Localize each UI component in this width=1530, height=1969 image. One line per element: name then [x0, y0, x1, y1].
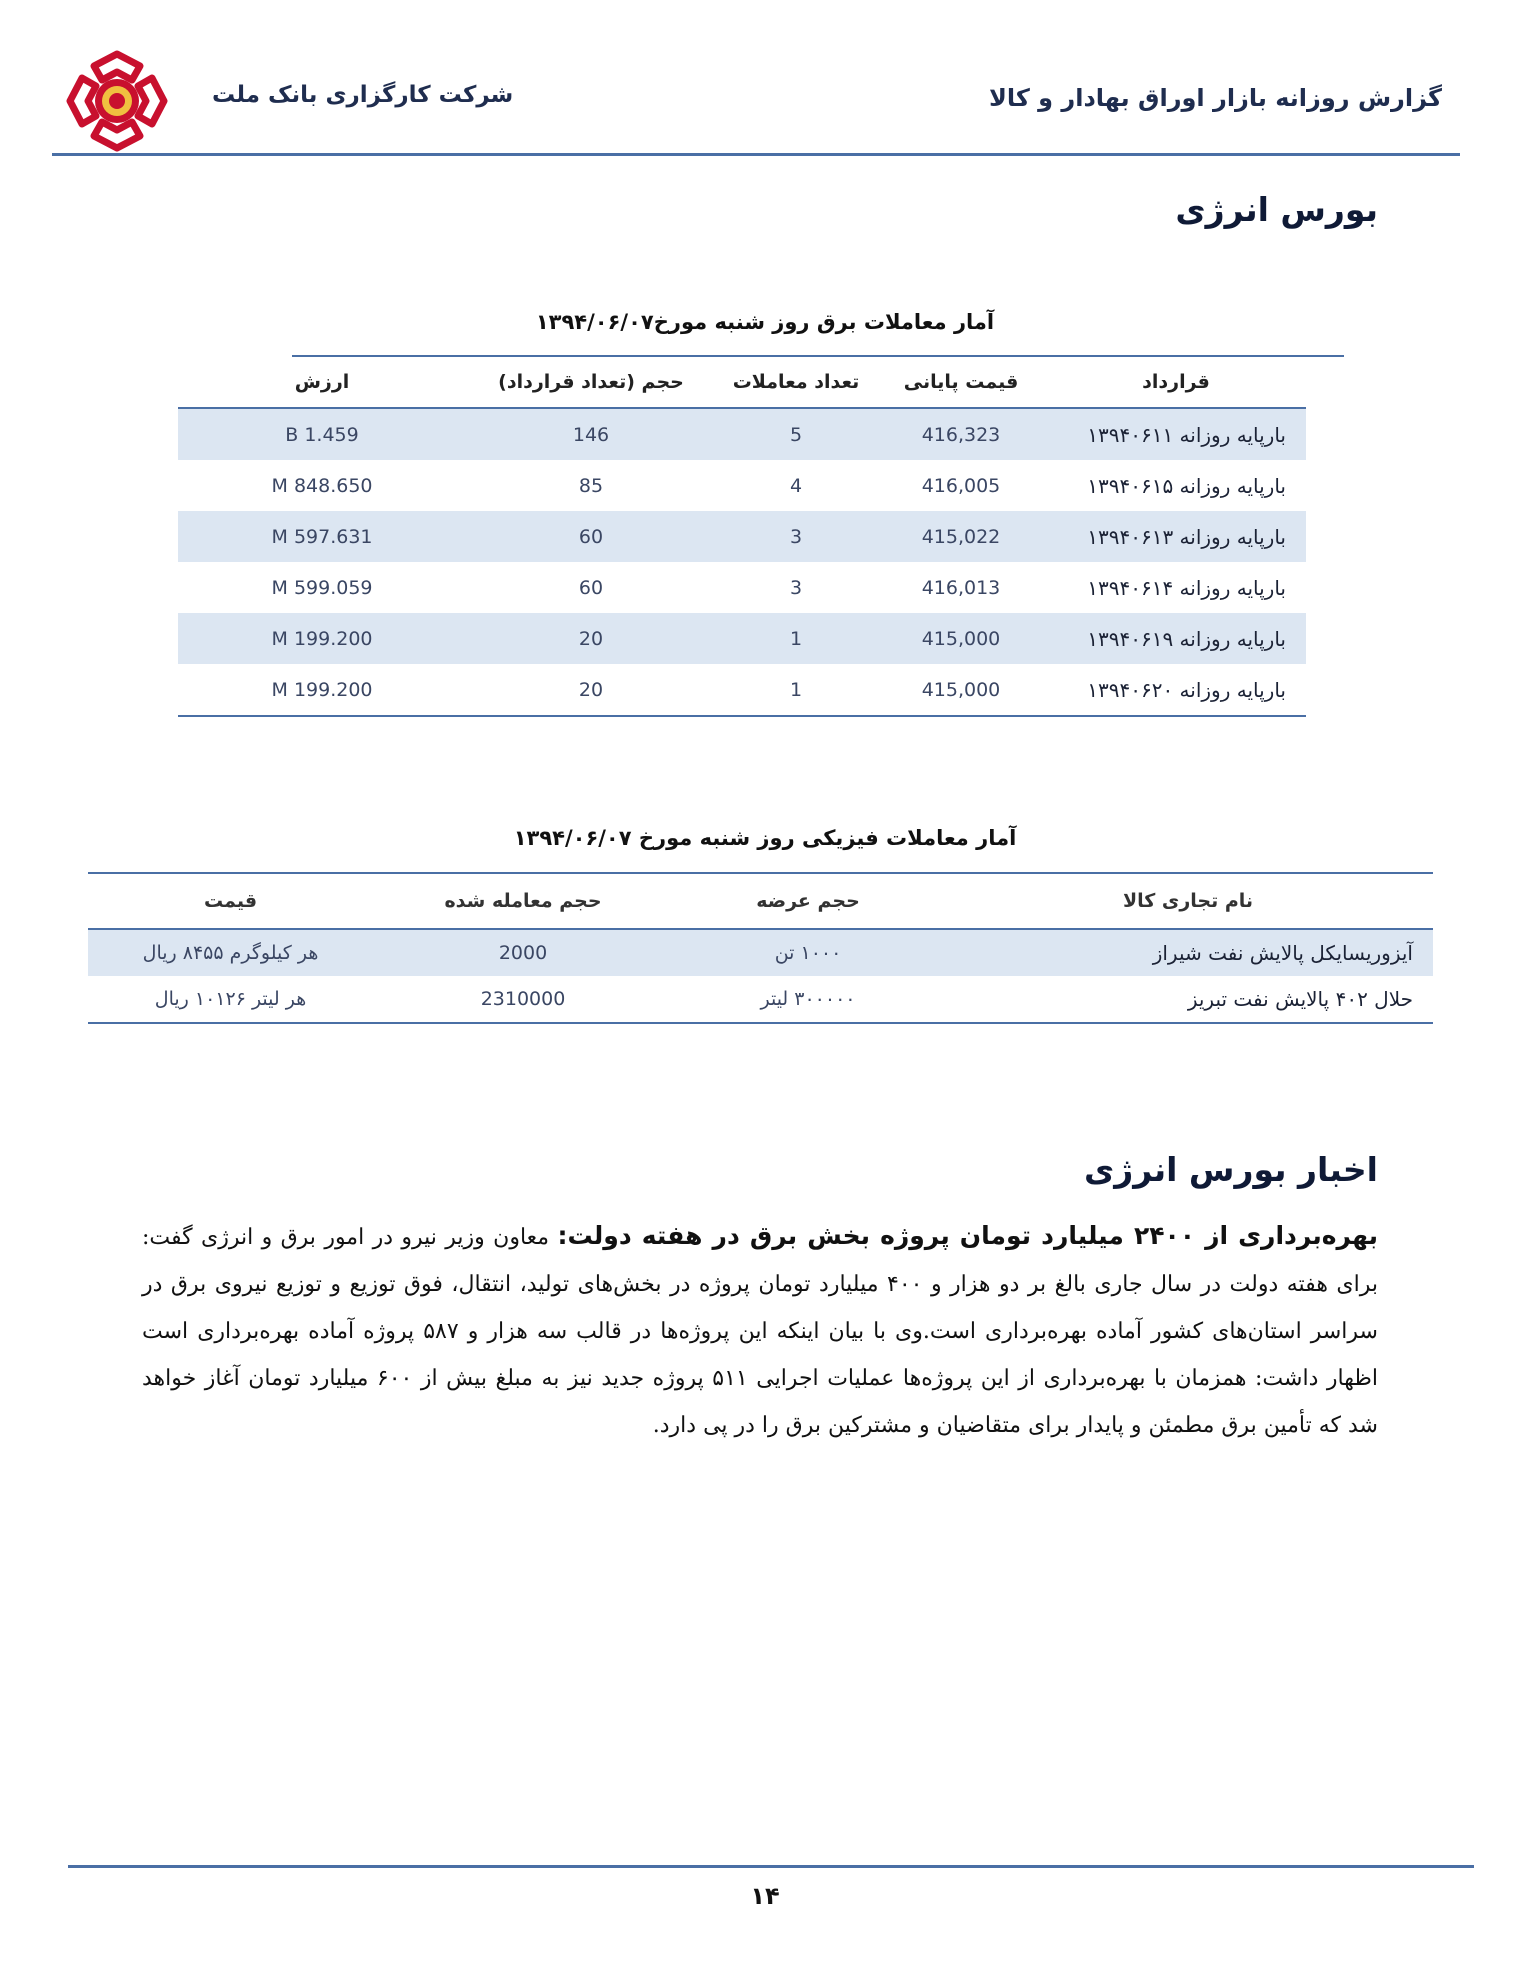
electricity-table-caption: آمار معاملات برق روز شنبه مورخ۱۳۹۴/۰۶/۰۷	[535, 310, 995, 334]
news-paragraph	[142, 1212, 1378, 1449]
cell-count: 1	[789, 678, 803, 701]
cell-count: 4	[789, 474, 803, 497]
column-header-price: قیمت	[203, 890, 258, 912]
table-row	[88, 976, 1433, 1023]
cell-contract: بارپایه روزانه ۱۳۹۴۰۶۱۱	[1087, 422, 1286, 447]
footer-divider	[68, 1865, 1474, 1868]
cell-product-name: حلال ۴۰۲ پالایش نفت تبریز	[1187, 987, 1413, 1011]
table-row	[178, 562, 1306, 613]
bank-mellat-logo-icon	[62, 46, 172, 156]
column-header-supply-volume: حجم عرضه	[756, 890, 860, 912]
news-headline: بهره‌برداری از ۲۴۰۰ میلیارد تومان پروژه بخش برق در هفته دولت:	[557, 1221, 1378, 1250]
page-number: ۱۴	[750, 1882, 780, 1910]
table-row	[178, 664, 1306, 716]
cell-price: هر کیلوگرم ۸۴۵۵ ریال	[142, 942, 319, 964]
cell-product-name: آیزوریسایکل پالایش نفت شیراز	[1152, 941, 1413, 965]
table-header-row	[88, 873, 1433, 929]
report-title: گزارش روزانه بازار اوراق بهادار و کالا	[988, 84, 1442, 112]
table-row	[178, 511, 1306, 562]
cell-value: 199.200 M	[271, 678, 373, 701]
news-body-text: معاون وزیر نیرو در امور برق و انرژی گفت: برای هفته دولت در سال جاری بالغ بر دو هزار و ۴۰۰ میلیارد تومان پروژه در بخش‌های تولید، انتقال، فوق توزیع و توزیع نیروی برق در سراسر استان‌های کشور آماده بهره‌برداری است.وی با بیان اینکه این پروژه‌ها در قالب سه هزار و ۵۸۷ پروژه آماده بهره‌برداری است اظهار داشت: همزمان با بهره‌برداری از این پروژه‌ها عملیات اجرایی ۵۱۱ پروژه جدید نیز به مبلغ بیش از ۶۰۰ میلیارد تومان آغاز خواهد شد که تأمین برق مطمئن و پایدار برای متقاضیان و مشترکین برق را در پی دارد.	[142, 1225, 1378, 1438]
cell-price: 415,000	[921, 678, 1001, 701]
table-row	[88, 929, 1433, 976]
cell-price: 416,005	[921, 474, 1001, 497]
table-row	[178, 613, 1306, 664]
physical-table-caption: آمار معاملات فیزیکی روز شنبه مورخ ۱۳۹۴/۰۶/۰۷	[513, 826, 1017, 850]
header-divider	[52, 153, 1460, 156]
company-name: شرکت کارگزاری بانک ملت	[212, 82, 514, 108]
cell-supply: ۱۰۰۰ تن	[774, 942, 842, 964]
cell-volume: 60	[578, 525, 604, 548]
cell-count: 3	[789, 525, 803, 548]
cell-price: هر لیتر ۱۰۱۲۶ ریال	[154, 988, 307, 1010]
cell-count: 1	[789, 627, 803, 650]
cell-value: 1.459 B	[285, 423, 359, 446]
cell-contract: بارپایه روزانه ۱۳۹۴۰۶۱۳	[1087, 524, 1286, 549]
column-header-trade-count: تعداد معاملات	[732, 370, 860, 393]
cell-contract: بارپایه روزانه ۱۳۹۴۰۶۱۴	[1087, 575, 1286, 600]
cell-count: 3	[789, 576, 803, 599]
cell-volume: 146	[572, 423, 610, 446]
cell-traded: 2000	[498, 942, 548, 964]
table-row	[178, 460, 1306, 511]
cell-price: 416,013	[921, 576, 1001, 599]
cell-value: 848.650 M	[271, 474, 373, 497]
section-title: بورس انرژی	[1175, 190, 1378, 229]
physical-table	[88, 872, 1433, 1024]
cell-supply: ۳۰۰۰۰۰ لیتر	[760, 988, 856, 1010]
column-header-value: ارزش	[294, 370, 350, 393]
cell-value: 199.200 M	[271, 627, 373, 650]
cell-count: 5	[789, 423, 803, 446]
cell-volume: 85	[578, 474, 604, 497]
column-header-volume: حجم (تعداد قرارداد)	[498, 370, 684, 393]
cell-contract: بارپایه روزانه ۱۳۹۴۰۶۲۰	[1087, 677, 1286, 702]
cell-price: 415,000	[921, 627, 1001, 650]
column-header-contract: قرارداد	[1142, 370, 1210, 393]
column-header-final-price: قیمت پایانی	[903, 370, 1019, 393]
cell-volume: 60	[578, 576, 604, 599]
cell-traded: 2310000	[480, 988, 566, 1010]
cell-price: 415,022	[921, 525, 1001, 548]
electricity-table	[178, 356, 1306, 717]
column-header-product-name: نام تجاری کالا	[1122, 890, 1254, 912]
cell-value: 599.059 M	[271, 576, 373, 599]
cell-contract: بارپایه روزانه ۱۳۹۴۰۶۱۹	[1087, 626, 1286, 651]
cell-value: 597.631 M	[271, 525, 373, 548]
news-section-title: اخبار بورس انرژی	[1083, 1150, 1378, 1189]
cell-volume: 20	[578, 678, 604, 701]
cell-price: 416,323	[921, 423, 1001, 446]
cell-volume: 20	[578, 627, 604, 650]
cell-contract: بارپایه روزانه ۱۳۹۴۰۶۱۵	[1087, 473, 1286, 498]
table-row	[178, 408, 1306, 460]
table-header-row	[178, 356, 1306, 408]
column-header-traded-volume: حجم معامله شده	[444, 890, 602, 912]
